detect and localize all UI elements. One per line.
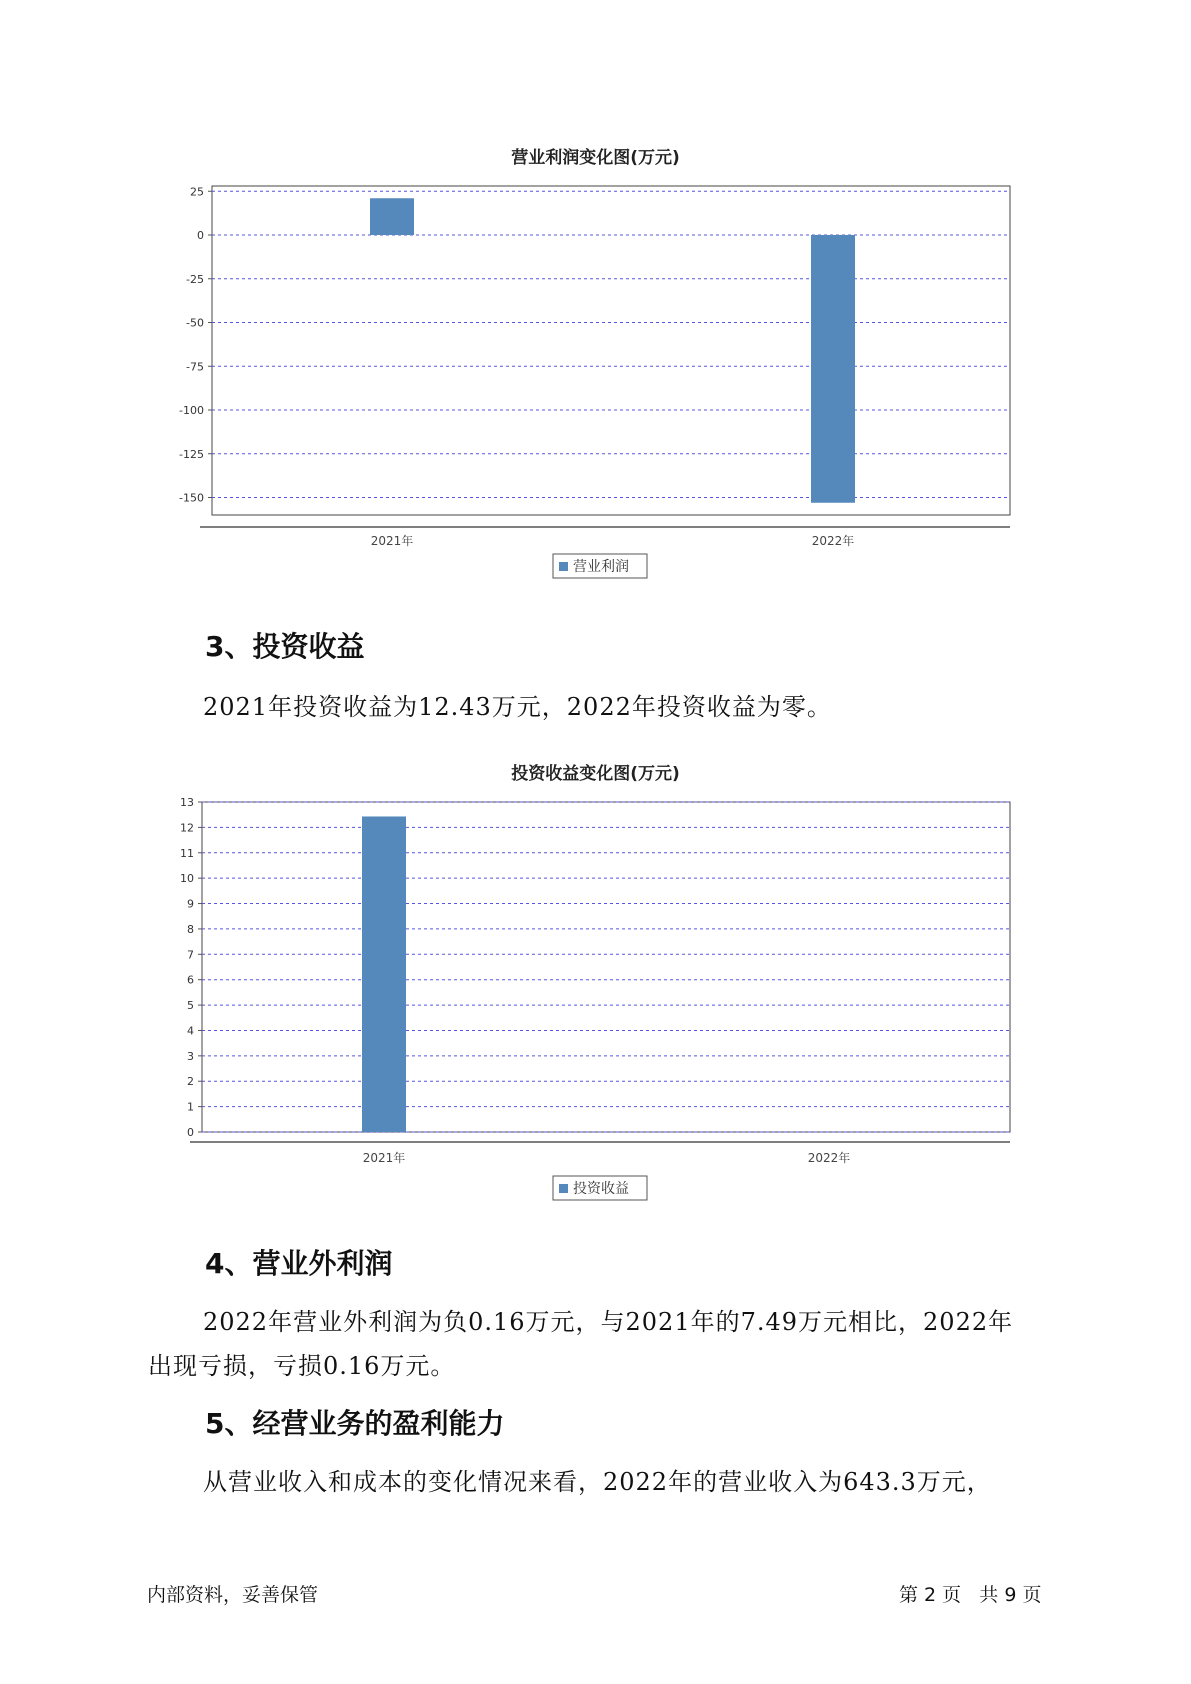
chart1-title: 营业利润变化图(万元) (511, 148, 680, 168)
c1-ytick-label: -100 (179, 404, 204, 417)
c1-legend-swatch (559, 562, 568, 571)
c2-xtick-label: 2022年 (807, 1151, 851, 1165)
c1-bar-2022年 (811, 235, 855, 503)
c2-ytick-label: 2 (187, 1075, 194, 1089)
section4-text-line1: 2022年营业外利润为负0.16万元，与2021年的7.49万元相比，2022年 (203, 1308, 1014, 1336)
c2-ytick-label: 11 (180, 846, 194, 860)
c2-legend-swatch (559, 1184, 568, 1193)
c1-ytick-label: -75 (186, 360, 204, 374)
c2-ytick-label: 4 (187, 1024, 194, 1038)
c1-xtick-label: 2022年 (811, 534, 855, 548)
c2-ytick-label: 3 (187, 1049, 194, 1063)
c2-ytick-label: 10 (180, 872, 194, 886)
c2-ytick-label: 1 (187, 1100, 194, 1114)
operating-profit-chart (0, 170, 1191, 590)
c1-xtick-label: 2021年 (370, 534, 414, 548)
c2-plot-frame (202, 802, 1010, 1132)
c1-bar-2021年 (370, 198, 414, 235)
section3-heading: 3、投资收益 (205, 630, 365, 663)
c1-ytick-label: 0 (197, 229, 204, 242)
section5-text: 从营业收入和成本的变化情况来看，2022年的营业收入为643.3万元， (203, 1468, 992, 1496)
c2-ytick-label: 6 (187, 973, 194, 987)
c2-ytick-label: 5 (187, 999, 194, 1013)
c2-ytick-label: 0 (187, 1126, 194, 1139)
c1-ytick-label: -150 (179, 491, 204, 505)
c2-ytick-label: 7 (187, 948, 194, 962)
c2-ytick-label: 13 (180, 796, 194, 809)
c2-legend-label: 投资收益 (573, 1181, 629, 1197)
c1-ytick-label: -25 (186, 272, 204, 286)
c1-ytick-label: 25 (190, 185, 204, 199)
section5-heading: 5、经营业务的盈利能力 (205, 1407, 505, 1440)
section4-text-line2: 出现亏损，亏损0.16万元。 (148, 1352, 456, 1380)
c2-bar-2021年 (362, 816, 406, 1132)
c2-ytick-label: 12 (180, 821, 194, 835)
c1-ytick-label: -125 (179, 447, 204, 461)
footer-page-number: 第 2 页 共 9 页 (899, 1584, 1042, 1606)
section3-text: 2021年投资收益为12.43万元，2022年投资收益为零。 (203, 693, 832, 721)
section4-heading: 4、营业外利润 (205, 1247, 393, 1280)
c1-legend-label: 营业利润 (573, 559, 629, 575)
c2-ytick-label: 8 (187, 922, 194, 936)
footer-confidential-note: 内部资料，妥善保管 (147, 1584, 319, 1606)
chart2-title: 投资收益变化图(万元) (511, 764, 680, 784)
c2-xtick-label: 2021年 (362, 1151, 406, 1165)
c1-ytick-label: -50 (186, 316, 204, 330)
c2-ytick-label: 9 (187, 897, 194, 911)
investment-income-chart (0, 790, 1191, 1220)
